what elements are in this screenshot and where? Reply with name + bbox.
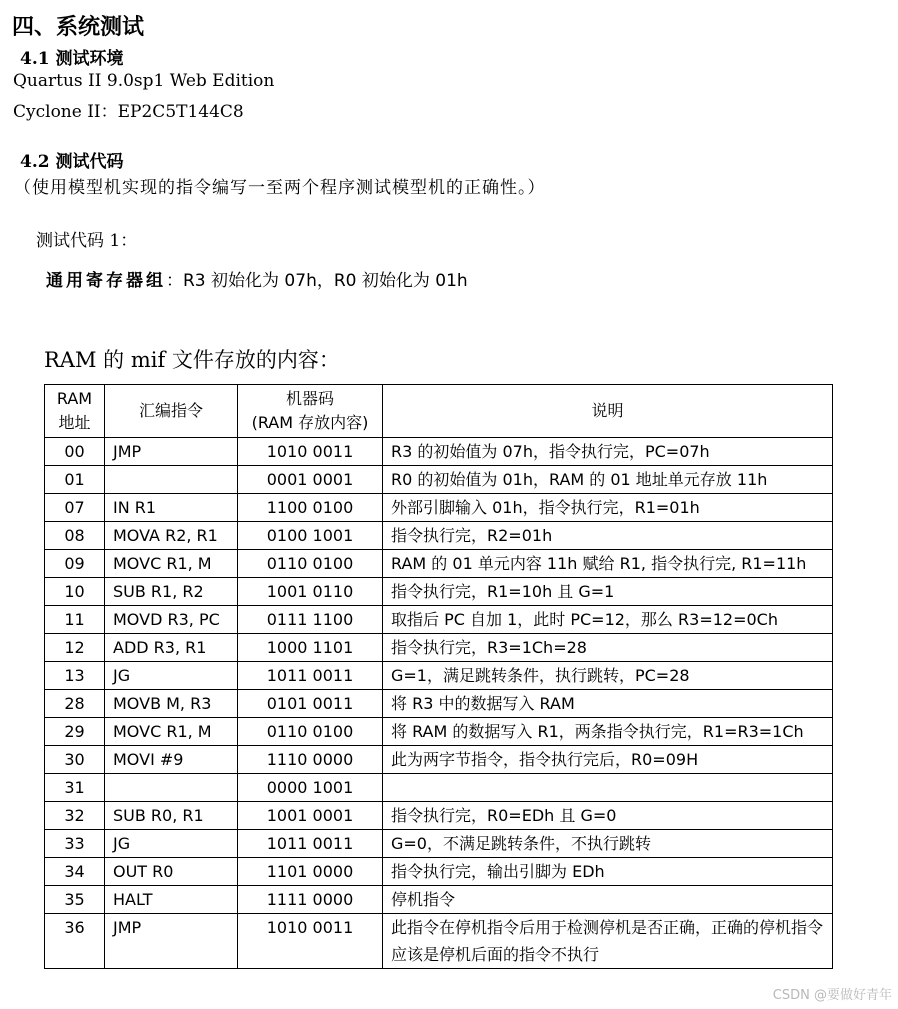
register-label: 通用寄存器组: [46, 271, 166, 291]
env-device: Cyclone II：EP2C5T144C8: [13, 102, 244, 122]
cell-addr: 08: [45, 522, 105, 550]
cell-addr: 13: [45, 662, 105, 690]
cell-addr: 09: [45, 550, 105, 578]
table-row: [45, 886, 833, 914]
cell-addr: 32: [45, 802, 105, 830]
cell-code: 1011 0011: [238, 830, 383, 858]
cell-code: 0110 0100: [238, 550, 383, 578]
cell-instr: HALT: [105, 886, 238, 914]
cell-code: 1001 0110: [238, 578, 383, 606]
table-row: [45, 466, 833, 494]
cell-code: 0001 0001: [238, 466, 383, 494]
cell-desc: 此指令在停机指令后用于检测停机是否正确，正确的停机指令应该是停机后面的指令不执行: [383, 914, 833, 969]
section-title: 四、系统测试: [12, 14, 145, 40]
table-row: [45, 690, 833, 718]
cell-instr: MOVC R1, M: [105, 718, 238, 746]
cell-addr: 07: [45, 494, 105, 522]
register-text: ：R3 初始化为 07h，R0 初始化为 01h: [166, 271, 468, 291]
cell-instr: MOVI #9: [105, 746, 238, 774]
cell-addr: 33: [45, 830, 105, 858]
cell-desc: 此为两字节指令，指令执行完后，R0=09H: [383, 746, 833, 774]
header-addr: RAM 地址: [45, 385, 105, 438]
cell-instr: MOVC R1, M: [105, 550, 238, 578]
cell-code: 0100 1001: [238, 522, 383, 550]
cell-desc: 外部引脚输入 01h，指令执行完，R1=01h: [383, 494, 833, 522]
table-row: [45, 438, 833, 466]
cell-desc: 取指后 PC 自加 1，此时 PC=12，那么 R3=12=0Ch: [383, 606, 833, 634]
cell-instr: MOVD R3, PC: [105, 606, 238, 634]
table-row: [45, 634, 833, 662]
cell-addr: 30: [45, 746, 105, 774]
cell-desc: 指令执行完，R0=EDh 且 G=0: [383, 802, 833, 830]
env-heading: 4.1 测试环境: [20, 49, 124, 69]
cell-instr: IN R1: [105, 494, 238, 522]
cell-code: 1010 0011: [238, 914, 383, 969]
table-row: [45, 550, 833, 578]
cell-code: 1110 0000: [238, 746, 383, 774]
code-description: （使用模型机实现的指令编写一至两个程序测试模型机的正确性。）: [14, 178, 546, 198]
table-row: [45, 914, 833, 969]
cell-instr: JG: [105, 830, 238, 858]
cell-code: 1011 0011: [238, 662, 383, 690]
header-desc: 说明: [383, 385, 833, 438]
cell-addr: 11: [45, 606, 105, 634]
cell-desc: RAM 的 01 单元内容 11h 赋给 R1, 指令执行完, R1=11h: [383, 550, 833, 578]
cell-instr: ADD R3, R1: [105, 634, 238, 662]
cell-desc: 指令执行完，R1=10h 且 G=1: [383, 578, 833, 606]
cell-desc: 指令执行完，R3=1Ch=28: [383, 634, 833, 662]
cell-addr: 12: [45, 634, 105, 662]
cell-instr: MOVA R2, R1: [105, 522, 238, 550]
cell-addr: 29: [45, 718, 105, 746]
cell-instr: [105, 466, 238, 494]
table-row: [45, 746, 833, 774]
cell-addr: 01: [45, 466, 105, 494]
ram-title: RAM 的 mif 文件存放的内容：: [44, 348, 340, 372]
table-row: [45, 774, 833, 802]
cell-desc: [383, 774, 833, 802]
cell-instr: SUB R0, R1: [105, 802, 238, 830]
cell-instr: MOVB M, R3: [105, 690, 238, 718]
cell-code: 1001 0001: [238, 802, 383, 830]
cell-addr: 31: [45, 774, 105, 802]
cell-code: 1000 1101: [238, 634, 383, 662]
cell-desc: 将 RAM 的数据写入 R1，两条指令执行完，R1=R3=1Ch: [383, 718, 833, 746]
cell-code: 0110 0100: [238, 718, 383, 746]
cell-desc: 指令执行完，R2=01h: [383, 522, 833, 550]
table-row: [45, 858, 833, 886]
cell-addr: 28: [45, 690, 105, 718]
header-code: 机器码 (RAM 存放内容): [238, 385, 383, 438]
cell-instr: [105, 774, 238, 802]
table-row: [45, 494, 833, 522]
cell-code: 1010 0011: [238, 438, 383, 466]
cell-addr: 36: [45, 914, 105, 969]
cell-addr: 35: [45, 886, 105, 914]
table-row: [45, 662, 833, 690]
cell-code: 1111 0000: [238, 886, 383, 914]
cell-desc: G=1，满足跳转条件，执行跳转，PC=28: [383, 662, 833, 690]
cell-instr: JMP: [105, 438, 238, 466]
cell-code: 0101 0011: [238, 690, 383, 718]
cell-code: 1100 0100: [238, 494, 383, 522]
table-row: [45, 718, 833, 746]
cell-instr: JG: [105, 662, 238, 690]
cell-instr: JMP: [105, 914, 238, 969]
watermark: CSDN @要做好青年: [772, 988, 892, 1003]
register-line: [46, 266, 468, 291]
table-row: [45, 578, 833, 606]
table-header-row: [45, 385, 833, 438]
cell-desc: R3 的初始值为 07h，指令执行完，PC=07h: [383, 438, 833, 466]
code-sub-heading: 测试代码 1：: [36, 231, 138, 251]
table-row: [45, 802, 833, 830]
cell-instr: SUB R1, R2: [105, 578, 238, 606]
code-heading: 4.2 测试代码: [20, 152, 124, 172]
cell-addr: 00: [45, 438, 105, 466]
table-row: [45, 522, 833, 550]
cell-desc: G=0，不满足跳转条件，不执行跳转: [383, 830, 833, 858]
ram-table: [44, 384, 833, 969]
cell-addr: 34: [45, 858, 105, 886]
cell-desc: R0 的初始值为 01h，RAM 的 01 地址单元存放 11h: [383, 466, 833, 494]
cell-code: 0111 1100: [238, 606, 383, 634]
cell-desc: 停机指令: [383, 886, 833, 914]
cell-desc: 将 R3 中的数据写入 RAM: [383, 690, 833, 718]
table-row: [45, 830, 833, 858]
cell-code: 1101 0000: [238, 858, 383, 886]
header-instr: 汇编指令: [105, 385, 238, 438]
cell-code: 0000 1001: [238, 774, 383, 802]
env-software: Quartus II 9.0sp1 Web Edition: [13, 71, 275, 91]
table-row: [45, 606, 833, 634]
cell-instr: OUT R0: [105, 858, 238, 886]
cell-addr: 10: [45, 578, 105, 606]
cell-desc: 指令执行完，输出引脚为 EDh: [383, 858, 833, 886]
